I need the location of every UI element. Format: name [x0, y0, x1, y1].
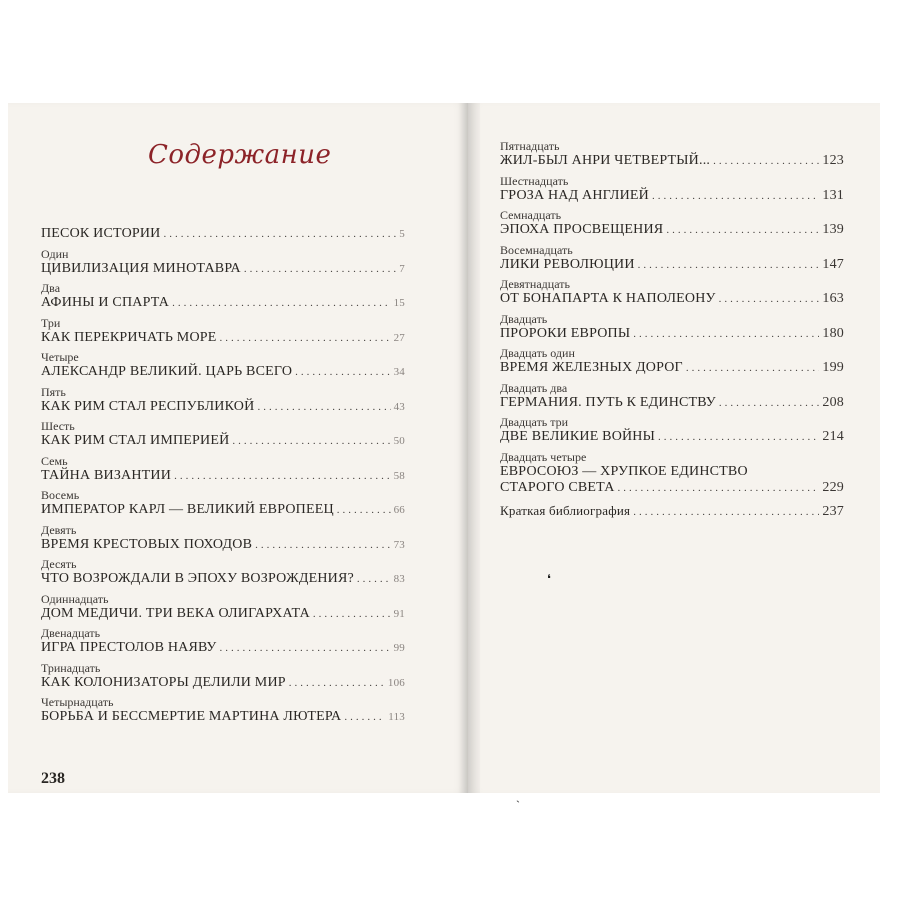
toc-entry: [41, 558, 405, 593]
chapter-title-line-2: СТАРОГО СВЕТА: [500, 479, 615, 495]
chapter-title-row: [500, 222, 844, 238]
chapter-title-row: [500, 188, 844, 204]
chapter-title: ЛИКИ РЕВОЛЮЦИИ: [500, 256, 635, 272]
chapter-number: Шестнадцать: [500, 173, 569, 188]
toc-entry: [41, 593, 405, 628]
dot-leader: [719, 291, 820, 307]
chapter-title-row: [41, 675, 405, 691]
chapter-title-line-1: ЕВРОСОЮЗ — ХРУПКОЕ ЕДИНСТВО: [500, 463, 748, 479]
dot-leader: [244, 261, 396, 277]
dot-leader: [686, 360, 820, 376]
page-ref: 34: [393, 366, 405, 378]
dot-leader: [232, 433, 390, 449]
chapter-title: ЖИЛ-БЫЛ АНРИ ЧЕТВЕРТЫЙ...: [500, 153, 711, 168]
dot-leader: [713, 153, 819, 169]
dot-leader: [220, 330, 391, 346]
page-ref: 180: [822, 325, 844, 341]
toc-entry: [41, 351, 405, 386]
chapter-title: АФИНЫ И СПАРТА: [41, 295, 170, 310]
chapter-title: ВРЕМЯ КРЕСТОВЫХ ПОХОДОВ: [41, 536, 253, 552]
dot-leader: [172, 295, 390, 311]
chapter-number: Десять: [41, 557, 77, 571]
page-ref: 208: [822, 394, 844, 410]
chapter-title-row: [41, 399, 405, 415]
chapter-number: Двадцать один: [500, 346, 575, 360]
page-ref: 131: [822, 187, 844, 203]
chapter-title: ДВЕ ВЕЛИКИЕ ВОЙНЫ: [500, 429, 656, 444]
chapter-number: Двадцать: [500, 311, 548, 326]
chapter-number: Двадцать четыре: [500, 449, 587, 464]
dot-leader: [638, 257, 820, 273]
chapter-title-row: [41, 433, 405, 449]
page-ref: 163: [822, 291, 844, 306]
book-gutter: [458, 103, 480, 793]
ink-speck: ❛: [547, 572, 551, 586]
chapter-number: Четыре: [41, 350, 79, 364]
toc-entry: [41, 386, 405, 421]
dot-leader: [344, 709, 385, 725]
chapter-number: Девятнадцать: [500, 277, 570, 291]
toc-entry: [41, 317, 405, 352]
chapter-title: ГЕРМАНИЯ. ПУТЬ К ЕДИНСТВУ: [500, 394, 716, 410]
chapter-title-row: [41, 502, 405, 518]
chapter-title: ДОМ МЕДИЧИ. ТРИ ВЕКА ОЛИГАРХАТА: [41, 605, 310, 621]
chapter-title: ИГРА ПРЕСТОЛОВ НАЯВУ: [41, 640, 217, 655]
page-ref: 5: [399, 228, 405, 240]
page-ref: 50: [393, 435, 405, 447]
page-ref: 237: [822, 503, 844, 519]
toc-entry: [41, 627, 405, 662]
toc-entry: [41, 455, 405, 490]
page-ref: 106: [387, 676, 405, 689]
chapter-number: Двадцать два: [500, 380, 568, 395]
toc-entry: [500, 278, 844, 313]
chapter-number: Девять: [41, 522, 77, 537]
chapter-number: Одиннадцать: [41, 591, 109, 606]
toc-entry: [500, 313, 844, 348]
chapter-title-row: [500, 480, 844, 496]
toc-entry: [500, 244, 844, 279]
chapter-title-row: [41, 330, 405, 346]
chapter-title: ПРОРОКИ ЕВРОПЫ: [500, 325, 631, 341]
chapter-title-row: [500, 257, 844, 273]
dot-leader: [337, 502, 391, 518]
page-ref: 7: [399, 262, 405, 275]
toc-entry: [500, 382, 844, 417]
chapter-title-row: [500, 395, 844, 411]
chapter-title-row: [41, 295, 405, 311]
ink-speck: ˎ: [516, 789, 520, 803]
chapter-number: Тринадцать: [41, 660, 101, 675]
dot-leader: [174, 468, 391, 484]
chapter-number: Двенадцать: [41, 626, 101, 640]
dot-leader: [666, 222, 819, 238]
chapter-title: ИМПЕРАТОР КАРЛ — ВЕЛИКИЙ ЕВРОПЕЕЦ: [41, 502, 334, 517]
page-ref: 15: [393, 297, 405, 309]
dot-leader: [313, 606, 391, 622]
toc-entry: [41, 696, 405, 731]
bibliography-title: Краткая библиография: [500, 502, 631, 518]
chapter-title: КАК РИМ СТАЛ ИМПЕРИЕЙ: [41, 433, 230, 448]
dot-leader: [295, 364, 390, 380]
chapter-number: Семь: [41, 453, 68, 468]
dot-leader: [220, 640, 391, 656]
toc-entry: [500, 451, 844, 499]
chapter-title-row: [500, 360, 844, 376]
page-ref: 99: [393, 642, 405, 654]
toc-right-list: [500, 140, 844, 451]
toc-entry: [500, 209, 844, 244]
chapter-number: Два: [41, 281, 61, 295]
chapter-number: Восемь: [41, 488, 80, 502]
chapter-number: Четырнадцать: [41, 695, 114, 709]
page-ref: 147: [822, 256, 844, 272]
page-ref: 229: [822, 479, 844, 495]
toc-entry: [500, 347, 844, 382]
chapter-title-row: [41, 709, 405, 725]
page-ref: 66: [393, 504, 405, 516]
chapter-title: БОРЬБА И БЕССМЕРТИЕ МАРТИНА ЛЮТЕРА: [41, 709, 342, 724]
dot-leader: [618, 480, 820, 496]
page-title: Содержание: [148, 140, 332, 170]
page-ref: 58: [393, 469, 405, 482]
page-ref: 73: [393, 538, 405, 551]
chapter-title-row: [41, 537, 405, 553]
chapter-title: КАК РИМ СТАЛ РЕСПУБЛИКОЙ: [41, 398, 255, 414]
page-ref: 83: [393, 573, 405, 585]
chapter-title: ЭПОХА ПРОСВЕЩЕНИЯ: [500, 222, 664, 237]
toc-entry: [41, 282, 405, 317]
chapter-title-row: [500, 429, 844, 445]
dot-leader: [255, 537, 390, 553]
dot-leader: [289, 675, 385, 691]
chapter-title: ЦИВИЛИЗАЦИЯ МИНОТАВРА: [41, 260, 241, 276]
dot-leader: [257, 399, 390, 415]
chapter-title: КАК КОЛОНИЗАТОРЫ ДЕЛИЛИ МИР: [41, 674, 286, 690]
dot-leader: [658, 429, 819, 445]
dot-leader: [357, 571, 391, 587]
chapter-number: Восемнадцать: [500, 242, 573, 257]
page-ref: 123: [822, 153, 844, 168]
dot-leader: [163, 226, 396, 242]
toc-right-column: [500, 140, 844, 537]
chapter-number: Шесть: [41, 419, 75, 433]
chapter-title: КАК ПЕРЕКРИЧАТЬ МОРЕ: [41, 329, 217, 345]
chapter-number: Семнадцать: [500, 208, 562, 222]
chapter-title: АЛЕКСАНДР ВЕЛИКИЙ. ЦАРЬ ВСЕГО: [41, 364, 293, 379]
dot-leader: [633, 504, 819, 520]
page-number: 238: [41, 770, 65, 787]
bibliography-row: [500, 503, 844, 520]
chapter-title-row: [500, 326, 844, 342]
page-ref: 199: [822, 360, 844, 375]
toc-entry: [500, 140, 844, 175]
chapter-number: Один: [41, 246, 69, 261]
toc-entry: [500, 416, 844, 451]
chapter-number: Пятнадцать: [500, 139, 560, 153]
chapter-title-row: [41, 364, 405, 380]
chapter-title-row: [500, 153, 844, 169]
chapter-number: Двадцать три: [500, 415, 569, 429]
toc-entry-bibliography: [500, 503, 844, 538]
chapter-title-row: [41, 468, 405, 484]
chapter-number: Пять: [41, 384, 66, 399]
page-ref: 27: [393, 331, 405, 344]
toc-entry: [41, 489, 405, 524]
toc-entry: [500, 175, 844, 210]
page-ref: 214: [822, 429, 844, 444]
chapter-title-row: [41, 606, 405, 622]
chapter-title-row: [500, 291, 844, 307]
chapter-title: ЧТО ВОЗРОЖДАЛИ В ЭПОХУ ВОЗРОЖДЕНИЯ?: [41, 571, 354, 586]
page-ref: 91: [393, 607, 405, 620]
chapter-title: ГРОЗА НАД АНГЛИЕЙ: [500, 187, 649, 203]
toc-entry: [41, 420, 405, 455]
chapter-title-row: [41, 640, 405, 656]
toc-entry: [41, 524, 405, 559]
page-ref: 139: [822, 222, 844, 237]
dot-leader: [719, 395, 820, 411]
chapter-title: ПЕСОК ИСТОРИИ: [41, 226, 161, 241]
chapter-number: Три: [41, 315, 61, 330]
toc-entry: [41, 213, 405, 248]
page-ref: 43: [393, 400, 405, 413]
chapter-number: [41, 213, 405, 226]
chapter-title: ВРЕМЯ ЖЕЛЕЗНЫХ ДОРОГ: [500, 360, 683, 375]
toc-entry: [41, 248, 405, 283]
chapter-title-row: [41, 226, 405, 242]
chapter-title-row: [41, 571, 405, 587]
page-ref: 113: [388, 711, 405, 723]
chapter-title: ОТ БОНАПАРТА К НАПОЛЕОНУ: [500, 291, 716, 306]
dot-leader: [652, 188, 819, 204]
toc-entry: [41, 662, 405, 697]
chapter-title-row: [41, 261, 405, 277]
chapter-title: ТАЙНА ВИЗАНТИИ: [41, 467, 172, 483]
toc-left-column: [41, 213, 405, 731]
dot-leader: [633, 326, 819, 342]
